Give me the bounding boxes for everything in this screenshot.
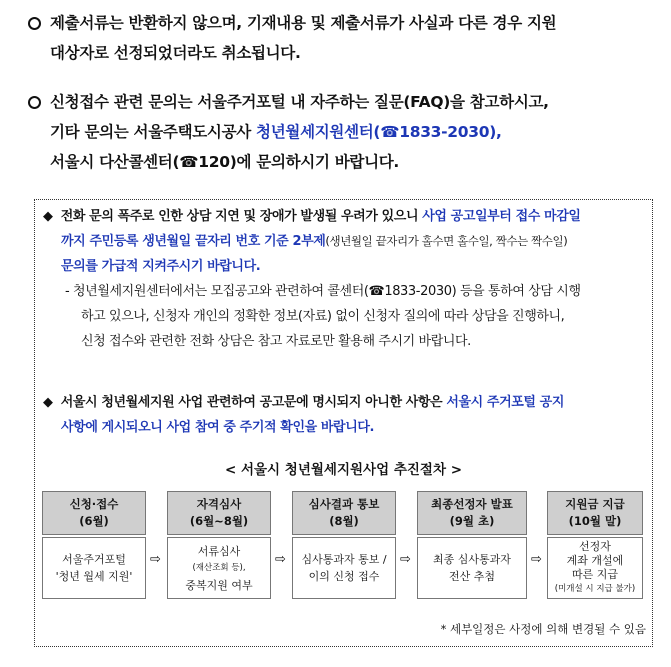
paragraph-line bbox=[24, 117, 549, 147]
step-desc: 최종 심사통과자 bbox=[433, 553, 511, 566]
notice-highlight: 서울시 주거포털 공지 bbox=[446, 395, 565, 410]
notice-portal bbox=[43, 390, 564, 440]
step-name: 자격심사 bbox=[196, 497, 242, 511]
notice-highlight: 까지 주민등록 생년월일 끝자리 번호 기준 2부제 bbox=[61, 234, 326, 249]
step-header bbox=[167, 491, 271, 535]
process-step bbox=[292, 491, 396, 599]
step-desc: 심사통과자 통보 / bbox=[301, 553, 387, 566]
step-header bbox=[547, 491, 643, 535]
notice-text: (생년월일 끝자리가 홀수면 홀수일, 짝수는 짝수일) bbox=[325, 234, 568, 248]
arrow-right-icon: ⇨ bbox=[400, 552, 411, 567]
step-body bbox=[547, 537, 643, 599]
arrow-right-icon: ⇨ bbox=[275, 552, 286, 567]
step-desc: '청년 월세 지원' bbox=[55, 570, 133, 583]
paragraph-line: 신청접수 관련 문의는 서울주거포털 내 자주하는 질문(FAQ)을 참고하시고, bbox=[50, 93, 549, 111]
schedule-footnote: * 세부일정은 사정에 의해 변경될 수 있음 bbox=[440, 622, 646, 636]
paragraph-line: 제출서류는 반환하지 않으며, 기재내용 및 제출서류가 사실과 다른 경우 지원 bbox=[50, 14, 557, 32]
circle-bullet-icon bbox=[28, 17, 41, 30]
paragraph-inquiry bbox=[24, 87, 549, 177]
step-period: (9월 초) bbox=[449, 514, 495, 528]
arrow-right-icon: ⇨ bbox=[531, 552, 542, 567]
step-body bbox=[417, 537, 527, 599]
paragraph-line: 대상자로 선정되었더라도 취소됩니다. bbox=[50, 44, 301, 62]
diamond-bullet-icon: ◆ bbox=[43, 395, 53, 410]
step-name: 신청·접수 bbox=[69, 497, 119, 511]
notice-highlight: 문의를 가급적 지켜주시기 바랍니다. bbox=[61, 259, 261, 274]
step-period: (6월) bbox=[79, 514, 109, 528]
step-desc: 이의 신청 접수 bbox=[308, 570, 380, 583]
notice-sub: - 청년월세지원센터에서는 모집공고와 관련하여 콜센터(☎1833-2030) 등을 통하여 상담 시행 bbox=[65, 284, 581, 299]
process-step bbox=[547, 491, 643, 599]
arrow-right-icon: ⇨ bbox=[150, 552, 161, 567]
step-desc: 전산 추첨 bbox=[448, 570, 495, 583]
step-header bbox=[42, 491, 146, 535]
process-step bbox=[417, 491, 527, 599]
process-title: < 서울시 청년월세지원사업 추진절차 > bbox=[224, 462, 463, 478]
step-body bbox=[167, 537, 271, 599]
step-desc: 서울주거포털 bbox=[62, 553, 126, 566]
notice-text: 서울시 청년월세지원 사업 관련하여 공고문에 명시되지 아니한 사항은 bbox=[60, 395, 447, 410]
step-desc: 선정자 bbox=[579, 540, 611, 553]
notice-text: 전화 문의 폭주로 인한 상담 지연 및 장애가 발생될 우려가 있으니 bbox=[60, 209, 423, 224]
step-period: (6월~8월) bbox=[189, 514, 249, 528]
process-step bbox=[167, 491, 271, 599]
step-desc: 계좌 개설에 bbox=[566, 554, 624, 567]
notice-sub: 신청 접수와 관련한 전화 상담은 참고 자료로만 활용해 주시기 바랍니다. bbox=[81, 334, 471, 349]
step-period: (10월 말) bbox=[568, 514, 622, 528]
notice-highlight: 사업 공고일부터 접수 마감일 bbox=[422, 209, 581, 224]
step-body bbox=[292, 537, 396, 599]
notice-phone bbox=[43, 204, 581, 354]
process-step bbox=[42, 491, 146, 599]
step-name: 심사결과 통보 bbox=[308, 497, 380, 511]
step-name: 최종선정자 발표 bbox=[431, 497, 513, 511]
paragraph-documents bbox=[24, 8, 556, 68]
notice-box bbox=[34, 199, 653, 647]
step-name: 지원금 지급 bbox=[565, 497, 625, 511]
step-desc: 따른 지급 bbox=[571, 568, 618, 581]
step-body bbox=[42, 537, 146, 599]
notice-sub: 하고 있으나, 신청자 개인의 정확한 정보(자료) 없이 신청자 질의에 따라 상담을 진행하니, bbox=[81, 309, 565, 324]
notice-highlight: 사항에 게시되오니 사업 참여 중 주기적 확인을 바랍니다. bbox=[61, 420, 375, 435]
inquiry-text: 기타 문의는 서울주택도시공사 bbox=[50, 123, 257, 141]
step-desc: (재산조회 등), bbox=[192, 562, 246, 573]
step-desc: 중복지원 여부 bbox=[185, 578, 253, 592]
step-header bbox=[417, 491, 527, 535]
center-phone: 청년월세지원센터(☎1833-2030), bbox=[256, 123, 502, 141]
circle-bullet-icon bbox=[28, 96, 41, 109]
step-header bbox=[292, 491, 396, 535]
step-desc: 서류심사 bbox=[197, 544, 241, 558]
diamond-bullet-icon: ◆ bbox=[43, 209, 53, 224]
paragraph-line: 서울시 다산콜센터(☎120)에 문의하시기 바랍니다. bbox=[50, 153, 400, 171]
step-period: (8월) bbox=[329, 514, 359, 528]
step-desc: (미개설 시 지급 불가) bbox=[554, 584, 636, 594]
